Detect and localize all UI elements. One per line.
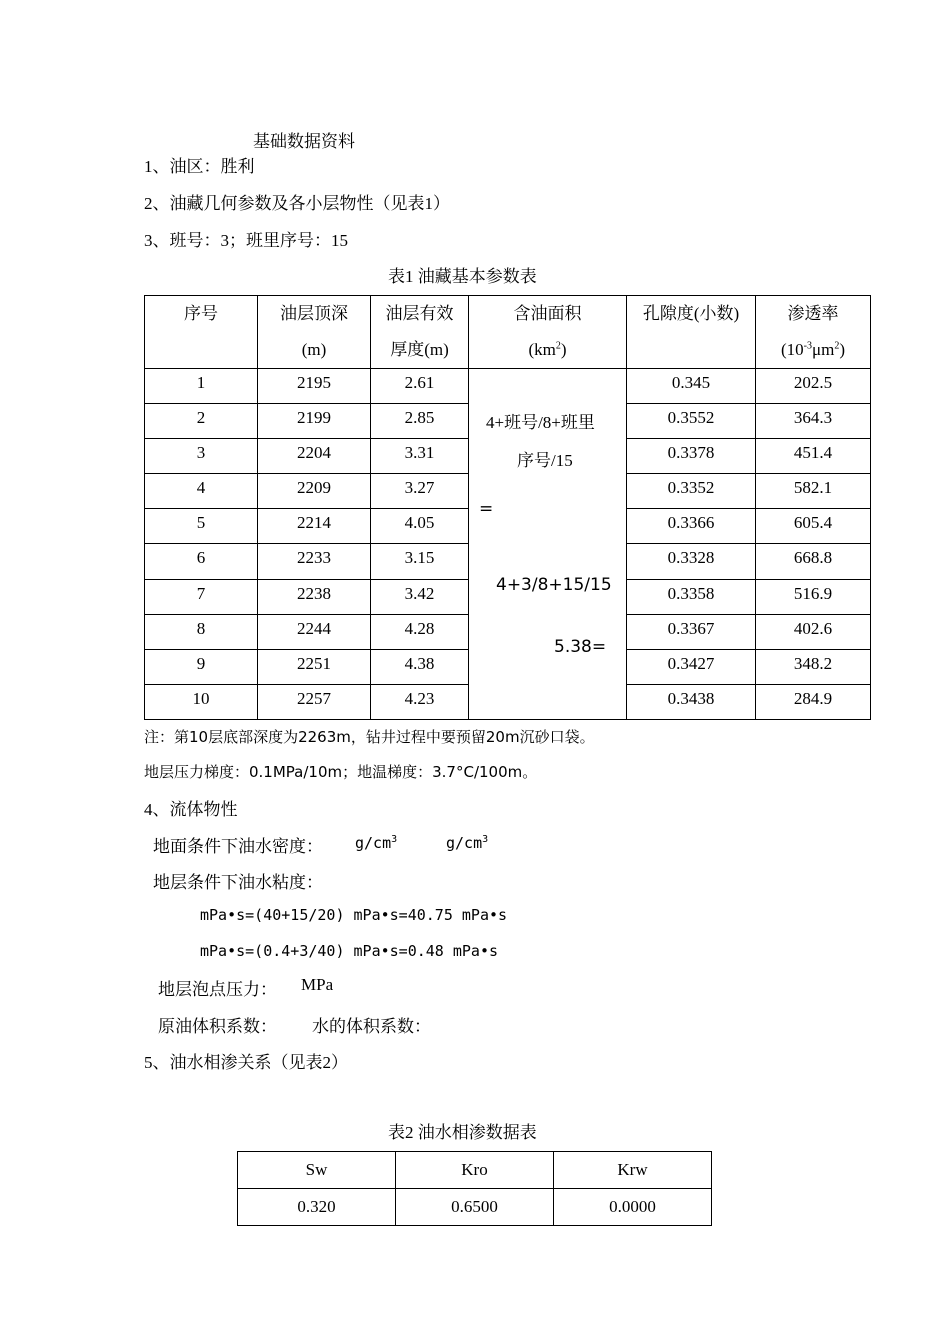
header-kro: Kro (396, 1152, 554, 1189)
cell-thickness: 2.61 (371, 369, 469, 404)
cell-permeability: 582.1 (756, 474, 871, 509)
cell-depth: 2257 (258, 684, 371, 719)
cell-index: 7 (145, 579, 258, 614)
cell-index: 3 (145, 439, 258, 474)
cell-thickness: 4.23 (371, 684, 469, 719)
cell-porosity: 0.3438 (627, 684, 756, 719)
item-geometry: 2、油藏几何参数及各小层物性（见表1） (144, 194, 450, 213)
cell-porosity: 0.3378 (627, 439, 756, 474)
table2-caption: 表2 油水相渗数据表 (388, 1123, 537, 1142)
water-volume-factor-label: 水的体积系数： (312, 1017, 431, 1036)
cell-thickness: 3.42 (371, 579, 469, 614)
cell-permeability: 516.9 (756, 579, 871, 614)
reservoir-parameter-table (144, 295, 871, 720)
viscosity-label: 地层条件下油水粘度： (153, 873, 323, 892)
cell-depth: 2195 (258, 369, 371, 404)
cell-sw: 0.320 (238, 1189, 396, 1226)
cell-index: 2 (145, 404, 258, 439)
header-permeability: 渗透率 $(10^{-3}\mu m^2)$ (756, 296, 871, 369)
cell-thickness: 2.85 (371, 404, 469, 439)
header-sw: Sw (238, 1152, 396, 1189)
cell-depth: 2204 (258, 439, 371, 474)
cell-porosity: 0.3427 (627, 649, 756, 684)
cell-thickness: 3.31 (371, 439, 469, 474)
cell-permeability: 202.5 (756, 369, 871, 404)
cell-porosity: 0.3358 (627, 579, 756, 614)
table-row (145, 369, 871, 404)
density-unit-water: $g/cm^3$ (446, 834, 489, 852)
viscosity-oil: mPa•s=(40+15/20) mPa•s=40.75 mPa•s (200, 906, 508, 924)
cell-depth: 2238 (258, 579, 371, 614)
header-index: 序号 (145, 296, 258, 369)
cell-permeability: 668.8 (756, 544, 871, 579)
header-oil-area: 含油面积 $(km^2)$ (469, 296, 627, 369)
area-calc: 4+3/8+15/15 (496, 575, 612, 595)
item-relative-permeability: 5、油水相渗关系（见表2） (144, 1053, 348, 1072)
cell-index: 4 (145, 474, 258, 509)
bubble-point-unit: MPa (301, 975, 334, 994)
cell-depth: 2251 (258, 649, 371, 684)
item-oil-region: 1、油区：胜利 (144, 157, 255, 176)
relative-permeability-table (237, 1151, 712, 1226)
density-unit-oil: $g/cm^3$ (355, 834, 398, 852)
table-row (238, 1189, 712, 1226)
item-fluid-properties: 4、流体物性 (144, 800, 238, 819)
cell-index: 1 (145, 369, 258, 404)
header-top-depth: 油层顶深 (m) (258, 296, 371, 369)
viscosity-water: mPa•s=(0.4+3/40) mPa•s=0.48 mPa•s (200, 942, 499, 960)
page-heading: 基础数据资料 (253, 132, 355, 151)
cell-index: 5 (145, 509, 258, 544)
table-header-row (145, 296, 871, 369)
cell-porosity: 0.3367 (627, 614, 756, 649)
cell-porosity: 0.3352 (627, 474, 756, 509)
area-formula-line2: 序号/15 (517, 451, 573, 470)
area-equals: = (479, 499, 494, 519)
cell-thickness: 3.27 (371, 474, 469, 509)
cell-depth: 2214 (258, 509, 371, 544)
cell-permeability: 451.4 (756, 439, 871, 474)
area-formula-line1: 4+班号/8+班里 (486, 413, 595, 432)
cell-index: 6 (145, 544, 258, 579)
cell-porosity: 0.3328 (627, 544, 756, 579)
cell-depth: 2209 (258, 474, 371, 509)
oil-volume-factor-label: 原油体积系数： (158, 1017, 277, 1036)
cell-thickness: 3.15 (371, 544, 469, 579)
cell-index: 9 (145, 649, 258, 684)
note-gradients: 地层压力梯度：0.1MPa/10m；地温梯度：3.7°C/100m。 (144, 763, 538, 781)
area-result: 5.38= (554, 637, 607, 657)
cell-thickness: 4.28 (371, 614, 469, 649)
cell-porosity: 0.345 (627, 369, 756, 404)
cell-permeability: 348.2 (756, 649, 871, 684)
header-thickness: 油层有效 厚度(m) (371, 296, 469, 369)
cell-oil-area-merged (469, 369, 627, 720)
cell-permeability: 364.3 (756, 404, 871, 439)
density-label: 地面条件下油水密度： (153, 837, 323, 856)
item-class-number: 3、班号：3；班里序号：15 (144, 231, 348, 250)
note-depth: 注：第10层底部深度为2263m，钻井过程中要预留20m沉砂口袋。 (144, 728, 595, 746)
cell-depth: 2244 (258, 614, 371, 649)
cell-depth: 2199 (258, 404, 371, 439)
table1-caption: 表1 油藏基本参数表 (388, 267, 537, 286)
cell-index: 10 (145, 684, 258, 719)
cell-kro: 0.6500 (396, 1189, 554, 1226)
cell-permeability: 605.4 (756, 509, 871, 544)
header-porosity: 孔隙度(小数) (627, 296, 756, 369)
cell-porosity: 0.3366 (627, 509, 756, 544)
cell-thickness: 4.05 (371, 509, 469, 544)
cell-thickness: 4.38 (371, 649, 469, 684)
cell-permeability: 402.6 (756, 614, 871, 649)
header-krw: Krw (554, 1152, 712, 1189)
table-header-row (238, 1152, 712, 1189)
cell-permeability: 284.9 (756, 684, 871, 719)
cell-index: 8 (145, 614, 258, 649)
cell-porosity: 0.3552 (627, 404, 756, 439)
bubble-point-label: 地层泡点压力： (158, 980, 277, 999)
cell-depth: 2233 (258, 544, 371, 579)
cell-krw: 0.0000 (554, 1189, 712, 1226)
